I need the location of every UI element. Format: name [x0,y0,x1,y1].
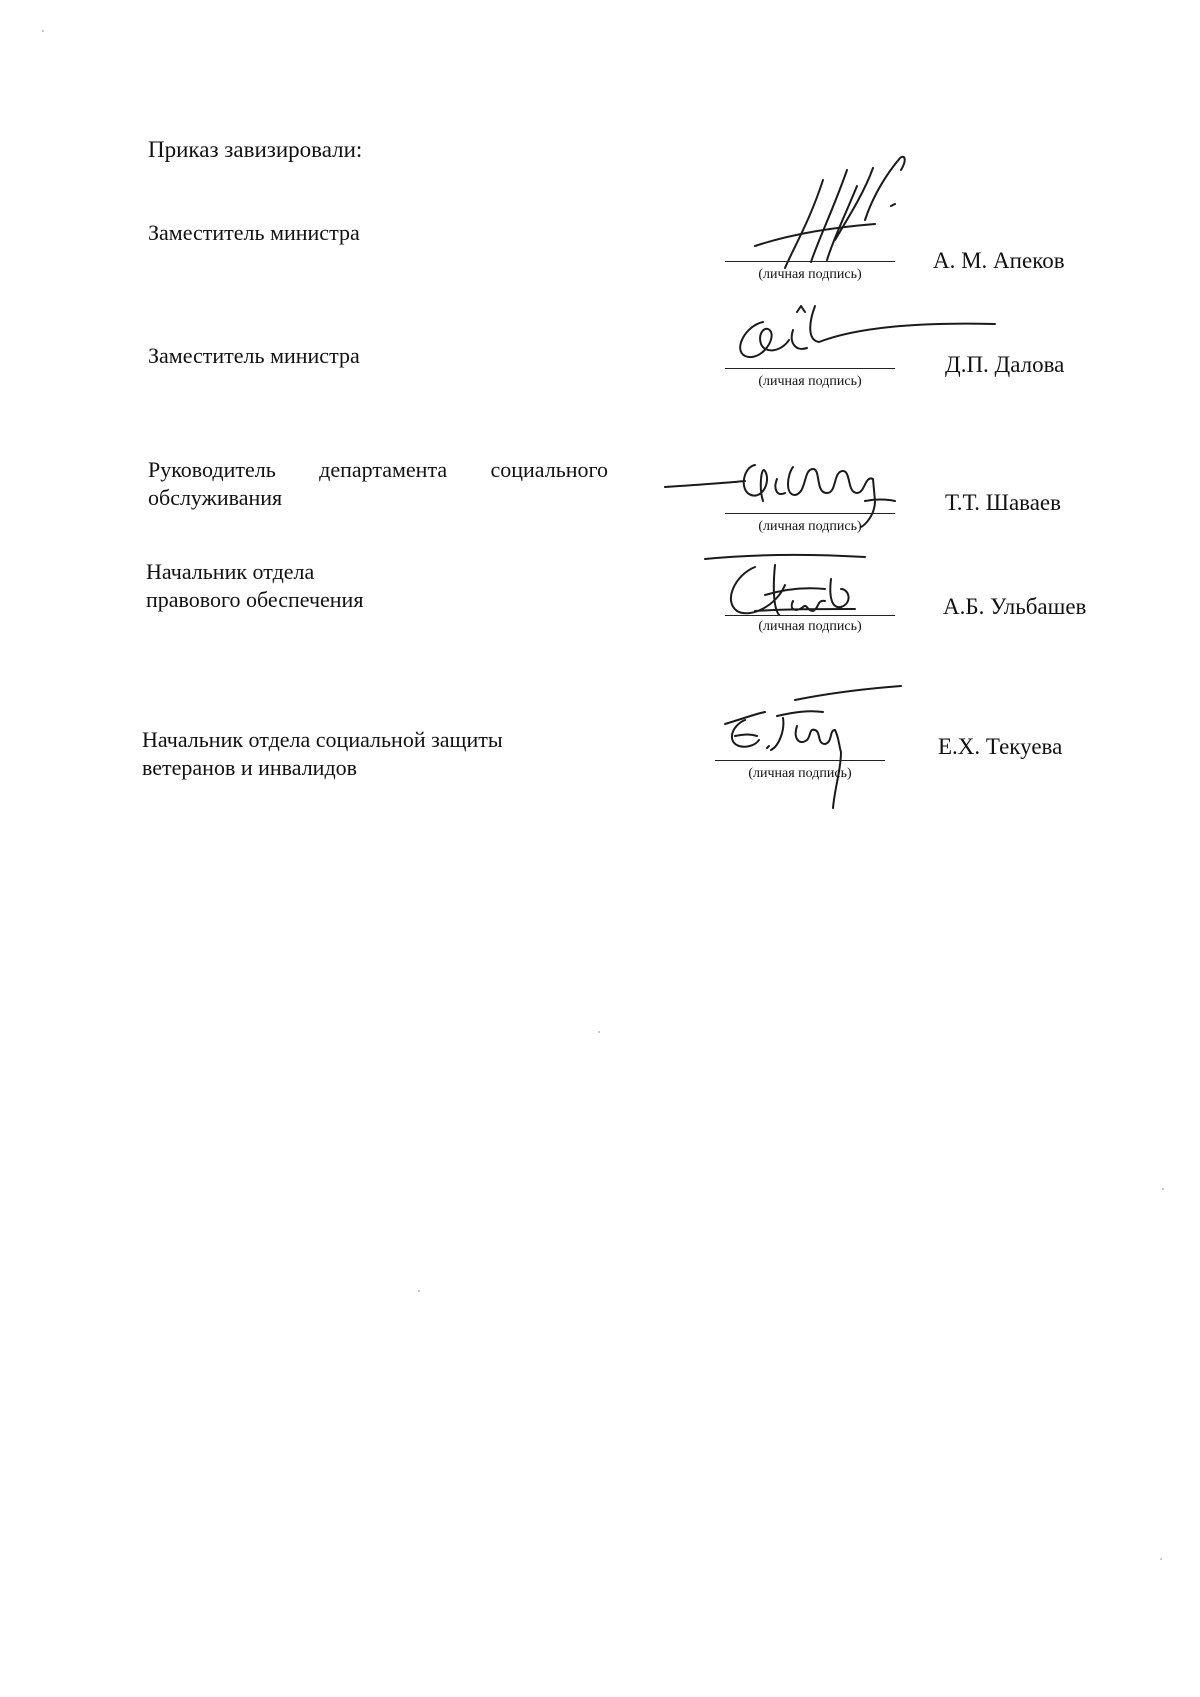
signatory-1-role-line-1: Заместитель министра [148,220,360,245]
signatory-4-handwritten-signature [715,545,945,655]
signatory-3-role-line-2: обслуживания [148,485,283,510]
signatory-4-role-line-1: Начальник отдела [146,559,315,584]
signatory-4-role [146,558,363,614]
signatory-2-role-line-1: Заместитель министра [148,343,360,368]
scan-speck [42,30,44,32]
signatory-4-signature-caption: (личная подпись) [758,619,862,634]
signatory-2-role [148,342,360,370]
signatory-1-role [148,219,360,247]
scan-speck [1162,1188,1164,1190]
scan-speck [418,1290,420,1292]
signatory-5-signature-line [715,760,885,761]
signatory-3-name: Т.Т. Шаваев [945,490,1061,515]
signatory-5-role-line-1: Начальник отдела социальной защиты [142,727,503,752]
signatory-1-name: А. М. Апеков [933,248,1065,273]
signatory-5-signature-caption: (личная подпись) [748,766,852,781]
signatory-2-signature-caption: (личная подпись) [758,374,862,389]
scan-speck [1160,1558,1162,1560]
signatory-1-signature-block [715,150,905,282]
signatory-5-handwritten-signature [705,690,935,820]
signatory-2-signature-line [725,368,895,369]
signatory-3-handwritten-signature [715,445,945,555]
scan-speck [598,1031,600,1033]
signatory-3-signature-line [725,513,895,514]
signatory-1-signature-caption: (личная подпись) [758,267,862,282]
signatory-3-role [148,456,608,512]
signatory-3-role-line-1: Руководитель департамента социального [148,457,608,482]
signatory-4-role-line-2: правового обеспечения [146,587,364,612]
signatory-4-signature-block [715,545,905,665]
signatory-3-signature-caption: (личная подпись) [758,519,862,534]
signatory-5-role-line-2: ветеранов и инвалидов [142,755,358,780]
signatory-5-role [142,726,503,782]
signatory-5-name: Е.Х. Текуева [938,734,1063,759]
signatory-1-signature-line [725,261,895,262]
signatory-4-signature-line [725,615,895,616]
signatory-2-name: Д.П. Далова [945,352,1065,377]
signatory-4-name: А.Б. Ульбашев [943,594,1087,619]
signatory-5-signature-block [705,690,895,810]
approval-heading: Приказ завизировали: [148,137,363,162]
signatory-2-signature-block [715,292,905,412]
